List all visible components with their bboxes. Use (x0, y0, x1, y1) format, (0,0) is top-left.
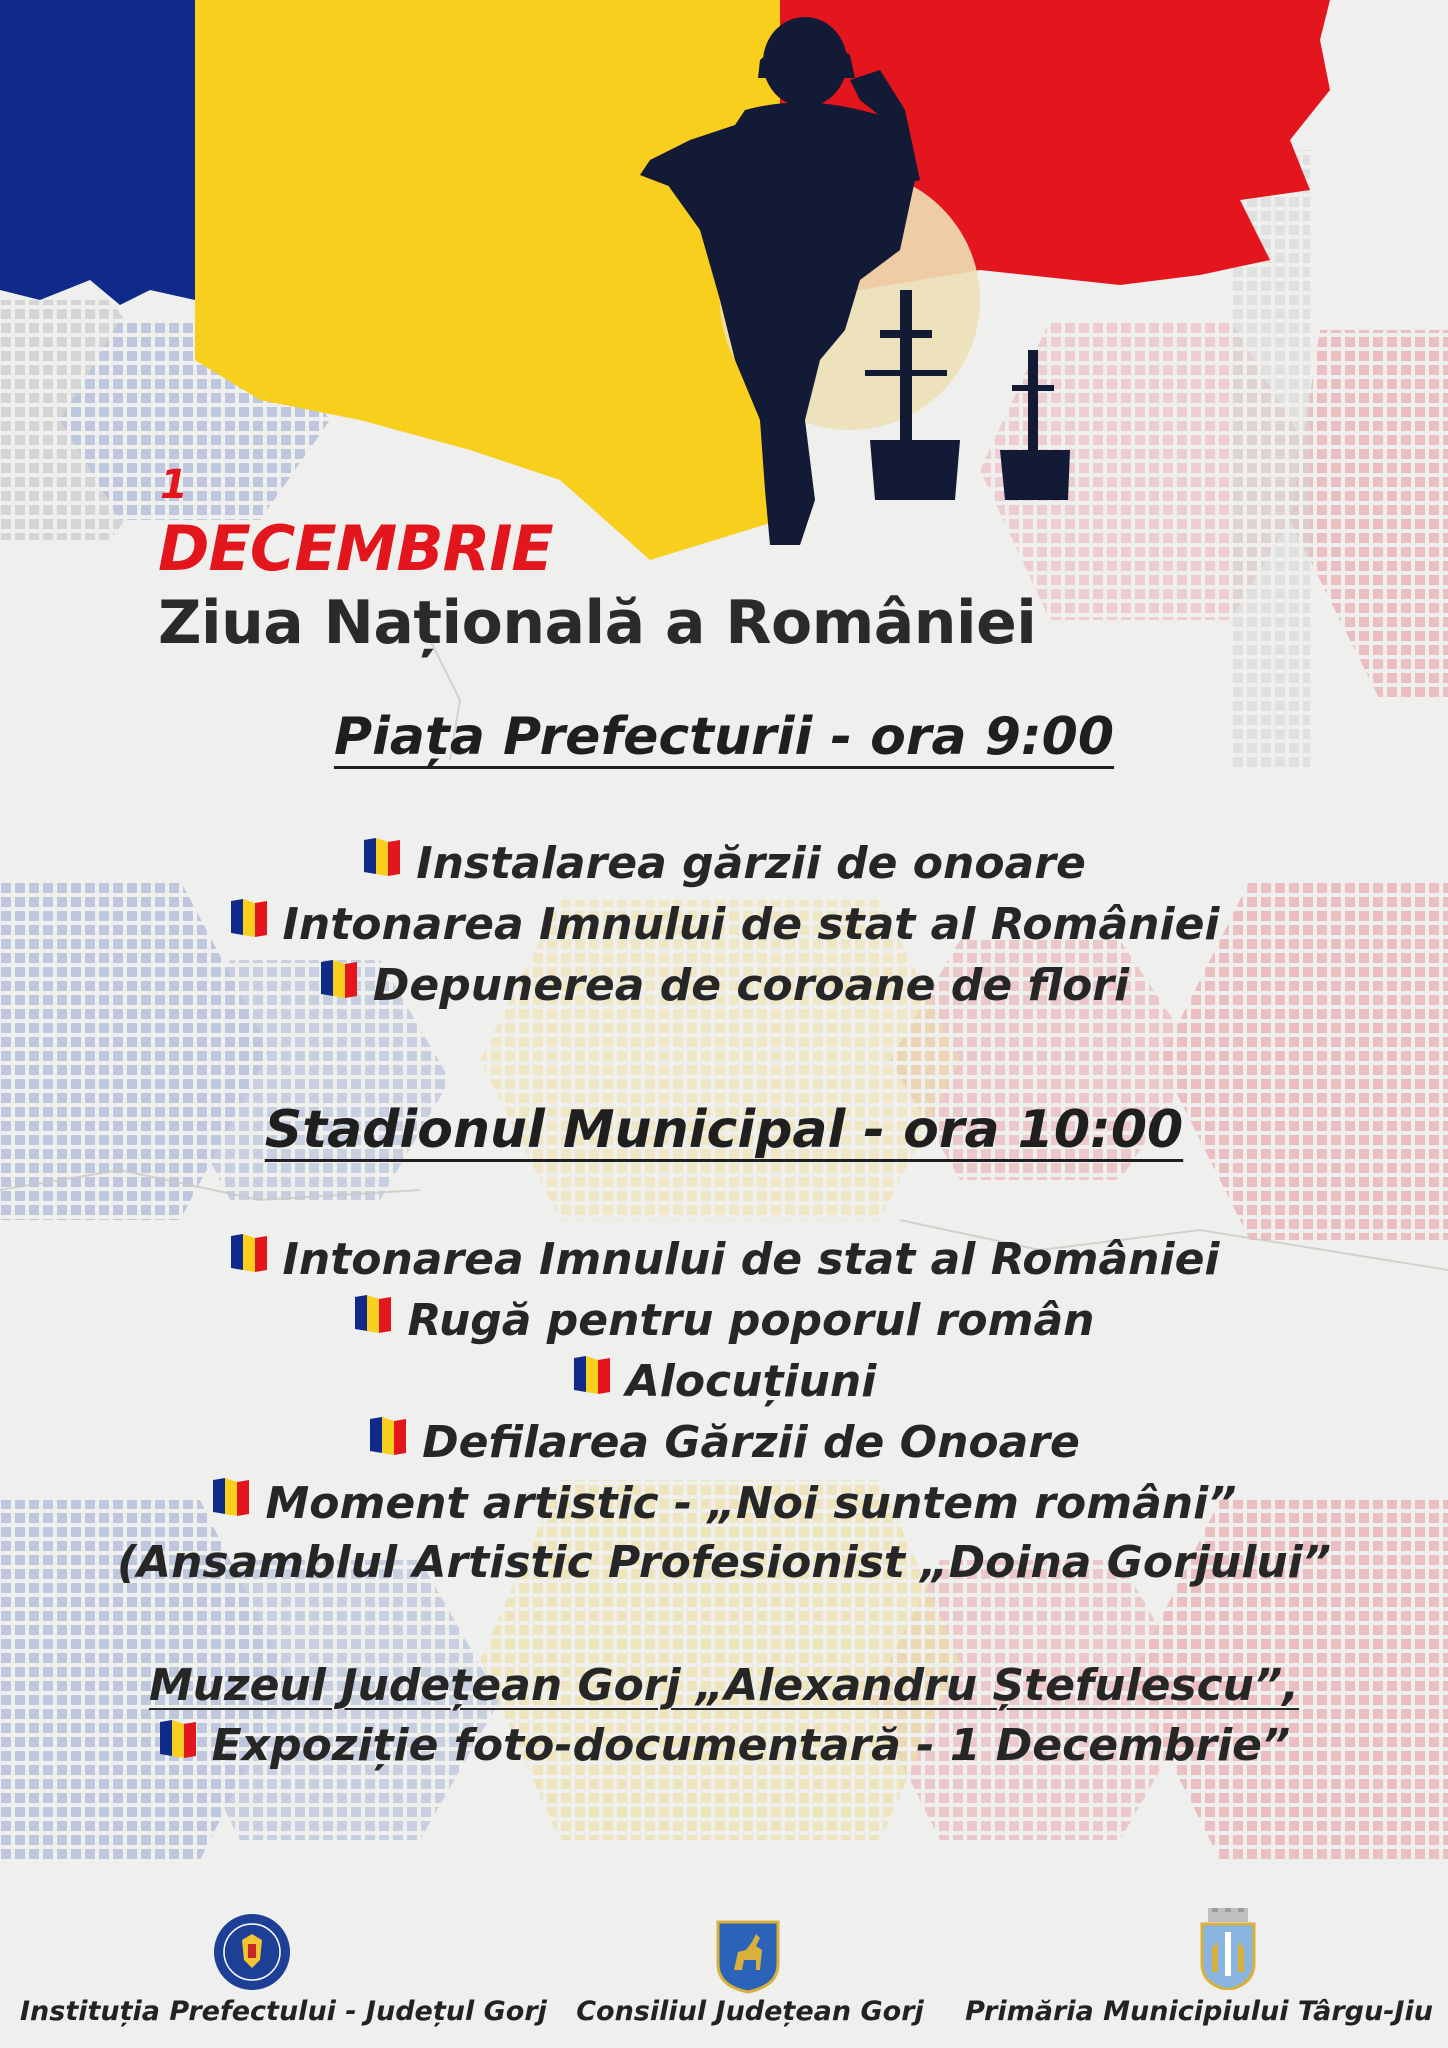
romanian-flag-icon (353, 1293, 393, 1333)
section-heading-stadium (0, 1100, 1448, 1160)
romanian-flag-icon (229, 1232, 269, 1272)
list-item: Moment artistic - „Noi suntem români” (0, 1476, 1448, 1529)
romanian-flag-icon (211, 1476, 251, 1516)
list-item: Defilarea Gărzii de Onoare (0, 1415, 1448, 1468)
county-coat-of-arms-icon (716, 1920, 780, 1994)
list-item: Intonarea Imnului de stat al României (0, 897, 1448, 950)
museum-title: Muzeul Județean Gorj „Alexandru Ștefulescu”, (148, 1660, 1300, 1711)
list-item: Intonarea Imnului de stat al României (0, 1232, 1448, 1285)
date-month: DECEMBRIE (158, 512, 553, 585)
list-item: Rugă pentru poporul român (0, 1293, 1448, 1346)
footer-label-county-council: Consiliul Județean Gorj (576, 1996, 924, 2027)
section-heading-text: Piața Prefecturii - ora 9:00 (333, 707, 1115, 767)
list-item: Depunerea de coroane de flori (0, 958, 1448, 1011)
romanian-flag-icon (319, 958, 359, 998)
romanian-flag-icon (572, 1354, 612, 1394)
romanian-flag-icon (158, 1718, 198, 1758)
romanian-flag-icon (368, 1415, 408, 1455)
list-item: Alocuțiuni (0, 1354, 1448, 1407)
footer-label-prefecture: Instituția Prefectului - Județul Gorj (20, 1996, 547, 2027)
page-title: Ziua Națională a României (158, 588, 1037, 658)
romanian-flag-icon (229, 897, 269, 937)
romanian-flag-icon (362, 836, 402, 876)
section-heading-text: Stadionul Municipal - ora 10:00 (264, 1100, 1184, 1160)
section-heading-prefecture (0, 707, 1448, 767)
list-item: Instalarea gărzii de onoare (0, 836, 1448, 889)
ensemble-note: (Ansamblul Artistic Profesionist „Doina Gorjului” (116, 1537, 1332, 1588)
government-seal-icon (212, 1912, 292, 1992)
city-coat-of-arms-icon (1200, 1908, 1256, 1990)
footer-label-city-hall: Primăria Municipiului Târgu-Jiu (965, 1996, 1433, 2027)
date-day: 1 (160, 462, 188, 508)
list-item: Expoziție foto-documentară - 1 Decembrie” (0, 1718, 1448, 1771)
